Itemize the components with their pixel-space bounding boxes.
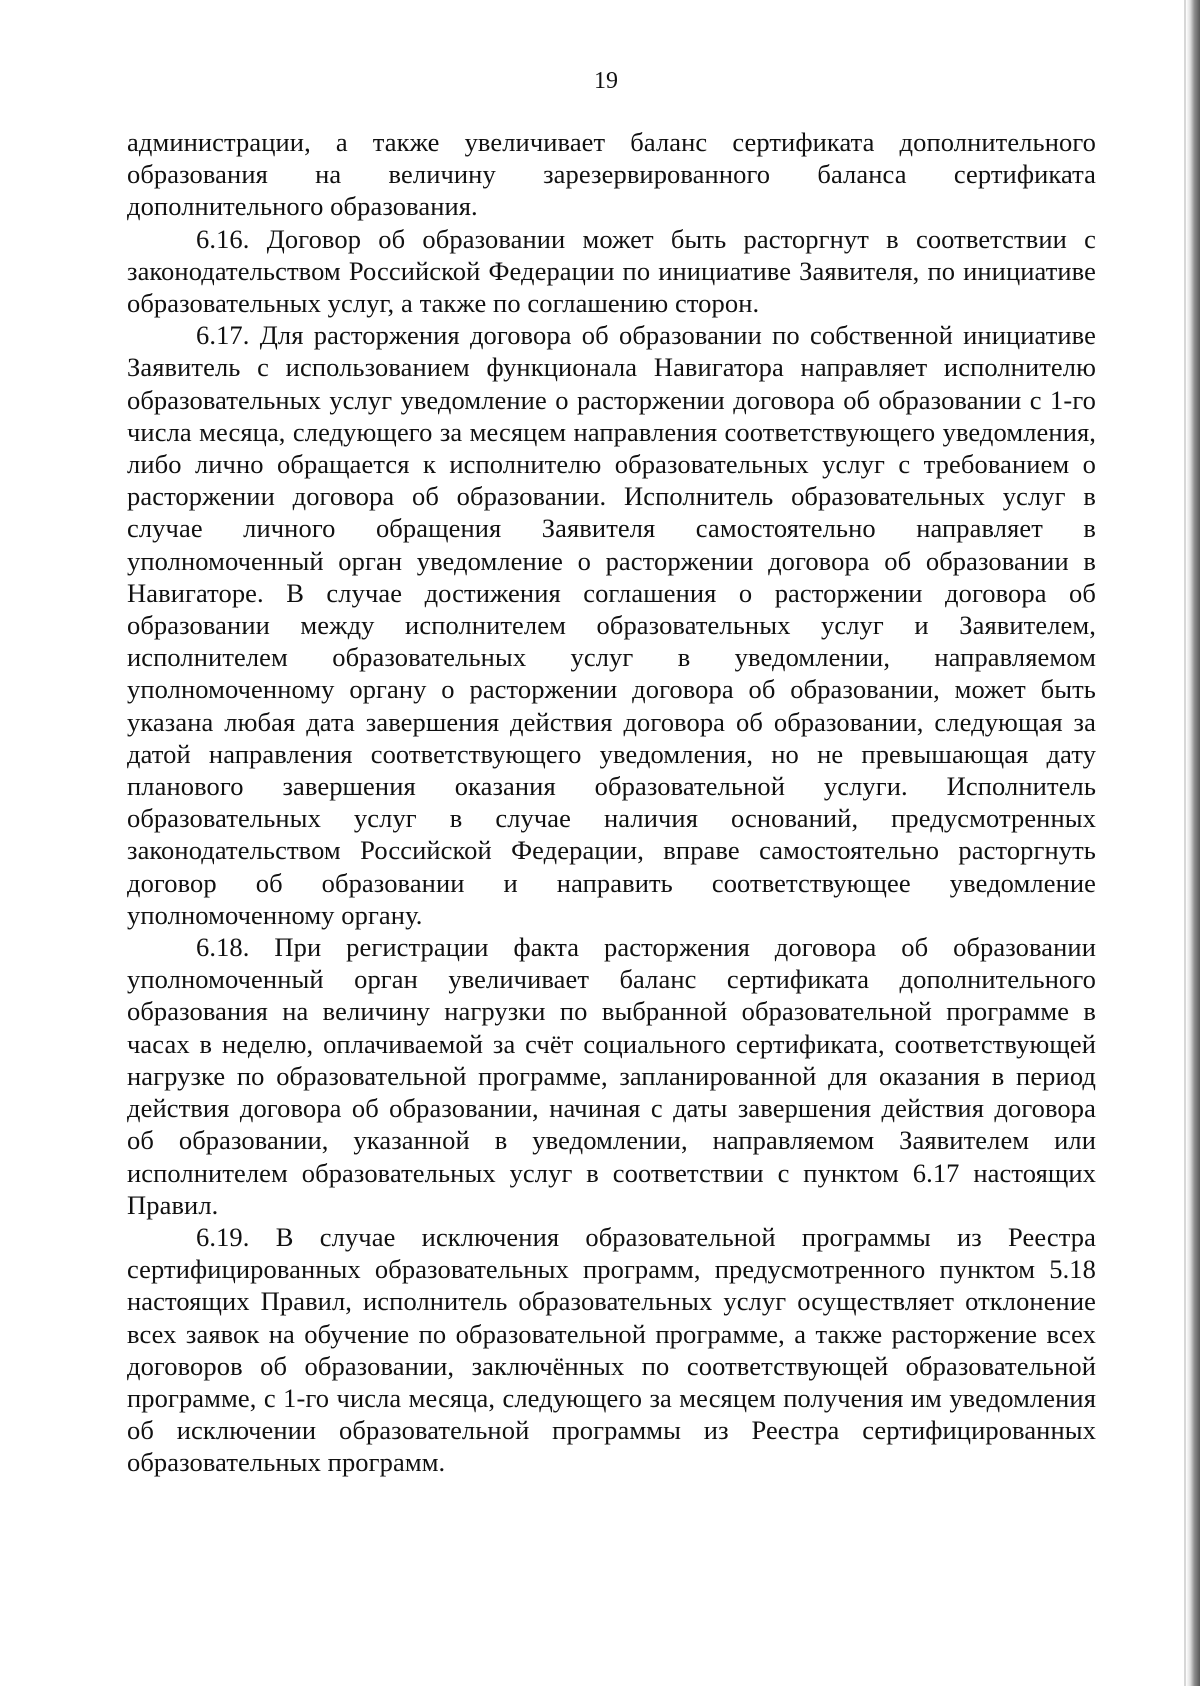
paragraph-6-19: 6.19. В случае исключения образовательной программы из Реестра сертифицированных образовательных программ, предусмотренного пунктом 5.18 настоящих Правил, исполнитель образовательных услуг осуществляет отклонение всех заявок на обучение по образовательной программе, а также расторжение всех договоров об образовании, заключённых по соответствующей образовательной программе, с 1-го числа месяца, следующего за месяцем получения им уведомления об исключении образовательной программы из Реестра сертифицированных образовательных программ.: [127, 1221, 1096, 1478]
page-number: 19: [594, 68, 618, 94]
paragraph-6-18: 6.18. При регистрации факта расторжения договора об образовании уполномоченный орган увеличивает баланс сертификата дополнительного образования на величину нагрузки по выбранной образовательной программе в часах в неделю, оплачиваемой за счёт социального сертификата, соответствующей нагрузке по образовательной программе, запланированной для оказания в период действия договора об образовании, начиная с даты завершения действия договора об образовании, указанной в уведомлении, направляемом Заявителем или исполнителем образовательных услуг в соответствии с пунктом 6.17 настоящих Правил.: [127, 932, 1096, 1220]
paragraph-6-16: 6.16. Договор об образовании может быть расторгнут в соответствии с законодательством Российской Федерации по инициативе Заявителя, по инициативе образовательных услуг, а также по соглашению сторон.: [127, 223, 1096, 319]
document-body: [127, 126, 1096, 1479]
paragraph-continuation: администрации, а также увеличивает баланс сертификата дополнительного образования на величину зарезервированного баланса сертификата дополнительного образования.: [127, 127, 1096, 222]
scan-edge-shadow: [1186, 0, 1200, 1686]
paragraph-6-17: 6.17. Для расторжения договора об образовании по собственной инициативе Заявитель с использованием функционала Навигатора направляет исполнителю образовательных услуг уведомление о расторжении договора об образовании с 1-го числа месяца, следующего за месяцем направления соответствующего уведомления, либо лично обращается к исполнителю образовательных услуг с требованием о расторжении договора об образовании. Исполнитель образовательных услуг в случае личного обращения Заявителя самостоятельно направляет в уполномоченный орган уведомление о расторжении договора об образовании в Навигаторе. В случае достижения соглашения о расторжении договора об образовании между исполнителем образовательных услуг и Заявителем, исполнителем образовательных услуг в уведомлении, направляемом уполномоченному органу о расторжении договора об образовании, может быть указана любая дата завершения действия договора об образовании, следующая за датой направления соответствующего уведомления, но не превышающая дату планового завершения оказания образовательной услуги. Исполнитель образовательных услуг в случае наличия оснований, предусмотренных законодательством Российской Федерации, вправе самостоятельно расторгнуть договор об образовании и направить соответствующее уведомление уполномоченному органу.: [127, 320, 1096, 930]
